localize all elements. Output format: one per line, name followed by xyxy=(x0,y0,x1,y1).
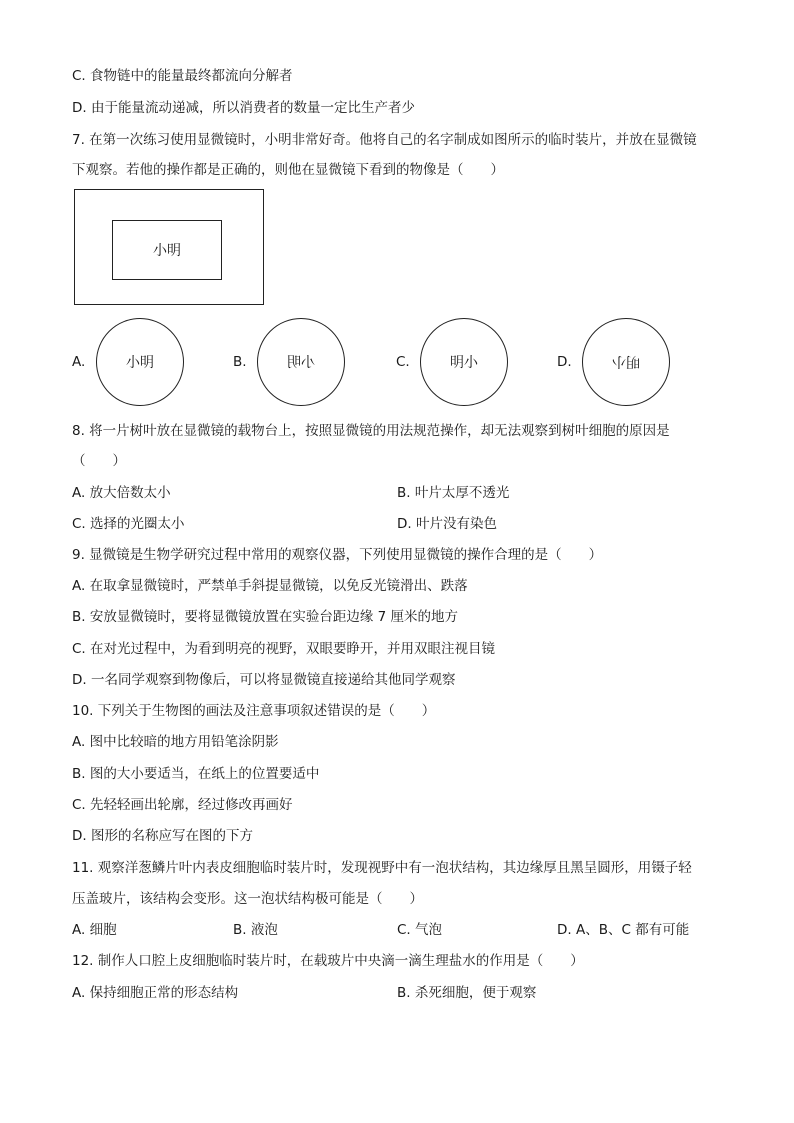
q7-option-c-image: 明小 xyxy=(450,355,478,371)
q7-option-a-field xyxy=(96,318,184,406)
q11-stem-line1: 11. 观察洋葱鳞片叶内表皮细胞临时装片时，发现视野中有一泡状结构，其边缘厚且黑呈圆形，用镊子轻 xyxy=(72,860,692,876)
q7-option-d-image: 明小 xyxy=(612,353,640,369)
q10-stem: 10. 下列关于生物图的画法及注意事项叙述错误的是（ ） xyxy=(72,703,436,719)
q7-option-a-image: 小明 xyxy=(126,355,154,371)
slide-coverslip xyxy=(112,220,222,280)
q8-option-b: B. 叶片太厚不透光 xyxy=(397,485,510,501)
q11-option-d: D. A、B、C 都有可能 xyxy=(557,922,690,938)
q7-option-c-field xyxy=(420,318,508,406)
q12-option-b: B. 杀死细胞，便于观察 xyxy=(397,985,537,1001)
q7-option-c-label: C. xyxy=(396,354,410,370)
q7-option-b-image: 小明 xyxy=(287,355,315,371)
q11-option-c: C. 气泡 xyxy=(397,922,443,938)
q8-option-c: C. 选择的光圈太小 xyxy=(72,516,185,532)
q7-stem-line2: 下观察。若他的操作都是正确的，则他在显微镜下看到的物像是（ ） xyxy=(72,162,504,178)
q10-option-c: C. 先轻轻画出轮廓，经过修改再画好 xyxy=(72,797,293,813)
q6-option-d: D. 由于能量流动递减，所以消费者的数量一定比生产者少 xyxy=(72,100,415,116)
q9-option-a: A. 在取拿显微镜时，严禁单手斜提显微镜，以免反光镜滑出、跌落 xyxy=(72,578,468,594)
q12-option-a: A. 保持细胞正常的形态结构 xyxy=(72,985,239,1001)
q9-stem: 9. 显微镜是生物学研究过程中常用的观察仪器，下列使用显微镜的操作合理的是（ ） xyxy=(72,547,603,563)
q8-stem-line1: 8. 将一片树叶放在显微镜的载物台上，按照显微镜的用法规范操作，却无法观察到树叶细胞的原因是 xyxy=(72,423,670,439)
slide-name-text: 小明 xyxy=(153,243,181,259)
q7-option-b-label: B. xyxy=(233,354,247,370)
q7-option-b-field xyxy=(257,318,345,406)
q10-option-b: B. 图的大小要适当，在纸上的位置要适中 xyxy=(72,766,320,782)
q12-stem: 12. 制作人口腔上皮细胞临时装片时，在载玻片中央滴一滴生理盐水的作用是（ ） xyxy=(72,953,584,969)
q7-option-d-field xyxy=(582,318,670,406)
q11-stem-line2: 压盖玻片，该结构会变形。这一泡状结构极可能是（ ） xyxy=(72,891,423,907)
q11-option-b: B. 液泡 xyxy=(233,922,278,938)
q8-option-a: A. 放大倍数太小 xyxy=(72,485,171,501)
q11-option-a: A. 细胞 xyxy=(72,922,117,938)
q8-option-d: D. 叶片没有染色 xyxy=(397,516,497,532)
q9-option-d: D. 一名同学观察到物像后，可以将显微镜直接递给其他同学观察 xyxy=(72,672,456,688)
q7-option-a-label: A. xyxy=(72,354,86,370)
q8-stem-line2: （ ） xyxy=(72,453,126,469)
q10-option-d: D. 图形的名称应写在图的下方 xyxy=(72,828,253,844)
q9-option-b: B. 安放显微镜时，要将显微镜放置在实验台距边缘 7 厘米的地方 xyxy=(72,609,459,625)
q10-option-a: A. 图中比较暗的地方用铅笔涂阴影 xyxy=(72,734,279,750)
q6-option-c: C. 食物链中的能量最终都流向分解者 xyxy=(72,68,293,84)
q7-option-d-label: D. xyxy=(557,354,572,370)
q7-stem-line1: 7. 在第一次练习使用显微镜时，小明非常好奇。他将自己的名字制成如图所示的临时装片，并放在显微镜 xyxy=(72,132,697,148)
q9-option-c: C. 在对光过程中，为看到明亮的视野，双眼要睁开，并用双眼注视目镜 xyxy=(72,641,496,657)
